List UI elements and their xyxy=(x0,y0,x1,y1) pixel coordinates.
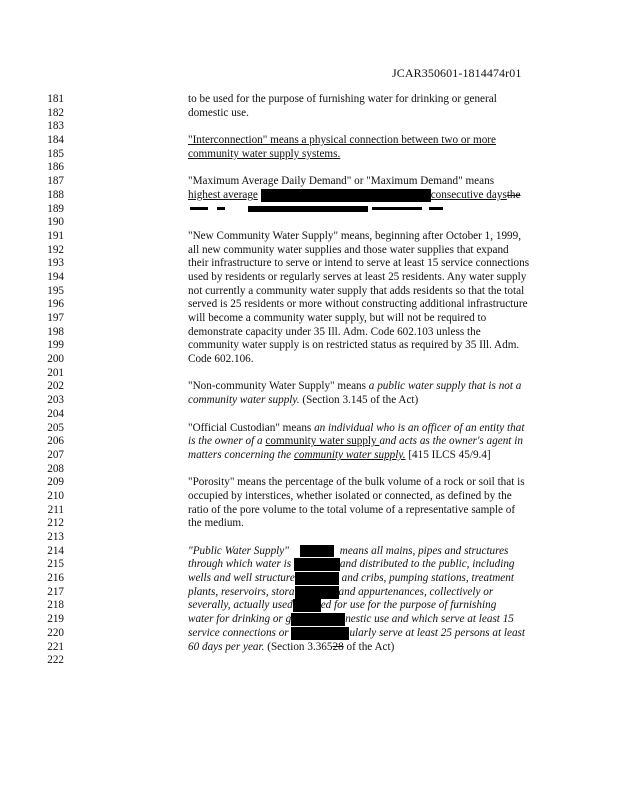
text-line: ratio of the pore volume to the total volume of a representative sample of xyxy=(188,503,516,516)
new-community-water-supply-definition: "New Community Water Supply" means, beginning after October 1, 1999, xyxy=(188,229,522,242)
non-community-water-supply-definition: "Non-community Water Supply" means a public water supply that is not a xyxy=(188,380,522,393)
line-number: 193 xyxy=(47,257,64,270)
line-number: 188 xyxy=(47,188,64,201)
line-number: 201 xyxy=(47,366,64,379)
line-number: 195 xyxy=(47,284,64,297)
text-line: is the owner of a community water supply and acts as the owner's agent in xyxy=(188,435,523,448)
text-line: 60 days per year. (Section 3.36528 of the Act) xyxy=(188,640,395,653)
text-line: through which water is and distributed to the public, including xyxy=(188,558,515,571)
text-line: severally, actually used ed for use for the purpose of furnishing xyxy=(188,599,497,612)
text-line: service connections or ularly serve at least 25 persons at least xyxy=(188,626,526,639)
line-number: 185 xyxy=(47,147,64,160)
line-number: 199 xyxy=(47,339,64,352)
porosity-definition: "Porosity" means the percentage of the bulk volume of a rock or soil that is xyxy=(188,476,525,489)
text-line: domestic use. xyxy=(188,106,249,119)
line-number: 211 xyxy=(47,503,64,516)
line-number: 187 xyxy=(47,175,64,188)
line-number: 206 xyxy=(47,435,64,448)
line-number: 189 xyxy=(47,202,64,215)
line-number: 212 xyxy=(47,517,64,530)
text-line: community water supply systems. xyxy=(188,147,341,160)
text-line: the medium. xyxy=(188,517,244,530)
text-line: not currently a community water supply that adds residents so that the total xyxy=(188,284,525,297)
interconnection-definition: "Interconnection" means a physical connection between two or more xyxy=(188,134,496,147)
line-number: 222 xyxy=(47,654,64,667)
public-water-supply-definition: "Public Water Supply" means all mains, pipes and structures xyxy=(188,544,509,557)
line-number: 202 xyxy=(47,380,64,393)
line-number: 182 xyxy=(47,106,64,119)
text-line: demonstrate capacity under 35 Ill. Adm. Code 602.103 unless the xyxy=(188,325,481,338)
maximum-demand-definition: "Maximum Average Daily Demand" or "Maximum Demand" means xyxy=(188,175,495,188)
line-number: 204 xyxy=(47,407,64,420)
text-fragment: the xyxy=(506,188,521,201)
text-line: plants, reservoirs, stora and appurtenances, collectively or xyxy=(188,585,494,598)
line-number: 207 xyxy=(47,448,64,461)
garbled-line xyxy=(188,203,550,217)
line-number: 196 xyxy=(47,298,64,311)
line-number-column xyxy=(40,93,64,668)
line-number: 197 xyxy=(47,312,64,324)
line-number: 215 xyxy=(47,558,64,571)
text-line: all new community water supplies and those water supplies that expand xyxy=(188,243,509,256)
redaction-block xyxy=(261,189,431,202)
line-number: 183 xyxy=(47,120,64,133)
line-number: 216 xyxy=(47,572,64,585)
text-line: their infrastructure to serve or intend to serve at least 15 service connections xyxy=(188,257,530,270)
line-number: 181 xyxy=(47,93,64,105)
line-number: 208 xyxy=(47,462,64,475)
line-number: 209 xyxy=(47,476,64,489)
line-number: 192 xyxy=(47,243,64,256)
text-line: water for drinking or g nestic use and which serve at least 15 xyxy=(188,613,514,626)
line-number: 221 xyxy=(47,640,64,653)
line-number: 186 xyxy=(47,161,64,174)
text-line: served is 25 residents or more without constructing additional infrastructure xyxy=(188,298,528,311)
line-number: 198 xyxy=(47,325,64,338)
text-line: used by residents or regularly serves at least 25 residents. Any water supply xyxy=(188,270,527,283)
text-line: wells and well structure and cribs, pumping stations, treatment xyxy=(188,572,514,585)
line-number: 219 xyxy=(47,613,64,626)
line-number: 218 xyxy=(47,599,64,612)
line-number: 184 xyxy=(47,134,64,147)
line-number: 210 xyxy=(47,489,64,502)
document-id: JCAR350601-1814474r01 xyxy=(392,66,522,80)
text-line: community water supply is on restricted status as required by 35 Ill. Adm. xyxy=(188,339,520,352)
text-fragment: (Section 3.145 of the Act) xyxy=(299,394,419,407)
text-line: matters concerning the community water supply. [415 ILCS 45/9.4] xyxy=(188,448,491,461)
line-number: 203 xyxy=(47,394,64,407)
document-body xyxy=(188,93,550,654)
text-fragment: highest average xyxy=(188,188,258,201)
line-number: 200 xyxy=(47,353,64,366)
line-number: 214 xyxy=(47,544,64,557)
official-custodian-definition: "Official Custodian" means an individual who is an officer of an entity that xyxy=(188,421,525,434)
line-number: 190 xyxy=(47,216,64,229)
text-line: occupied by interstices, whether isolated or connected, as defined by the xyxy=(188,489,512,502)
text-fragment: consecutive days xyxy=(430,188,507,201)
text-line: Code 602.106. xyxy=(188,353,254,366)
line-number: 194 xyxy=(47,270,64,283)
line-number: 213 xyxy=(47,531,64,543)
line-number: 217 xyxy=(47,585,64,598)
text-line: will become a community water supply, but will not be required to xyxy=(188,312,487,324)
line-number: 205 xyxy=(47,421,64,434)
text-fragment: community water supply. xyxy=(188,394,300,407)
line-number: 220 xyxy=(47,626,64,639)
line-number: 191 xyxy=(47,229,64,242)
text-line: to be used for the purpose of furnishing water for drinking or general xyxy=(188,93,497,105)
